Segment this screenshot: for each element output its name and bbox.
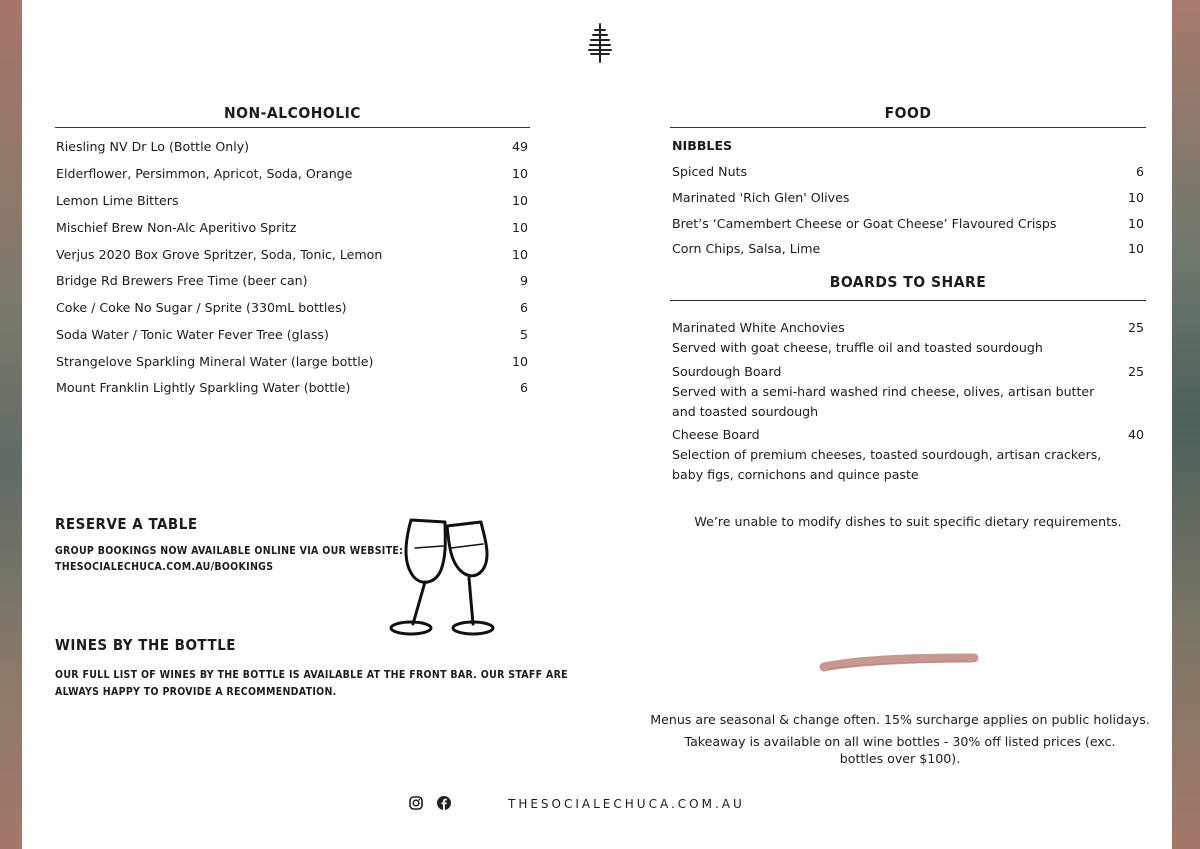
board-description: Selection of premium cheeses, toasted sourdough, artisan crackers, baby figs, cornichons and quince paste xyxy=(672,447,1102,482)
left-decorative-edge xyxy=(0,0,22,849)
menu-item-price: 10 xyxy=(511,166,528,181)
nibbles-item-price: 6 xyxy=(1135,164,1144,179)
boards-heading: BOARDS TO SHARE xyxy=(829,273,987,291)
seasonal-note: Menus are seasonal & change often. 15% surcharge applies on public holidays. xyxy=(650,712,1150,727)
food-heading: FOOD xyxy=(884,104,932,122)
dietary-note: We’re unable to modify dishes to suit specific dietary requirements. xyxy=(694,514,1122,529)
non-alcoholic-divider xyxy=(55,127,530,128)
nibbles-item-row xyxy=(672,241,1144,256)
menu-item-price: 10 xyxy=(511,354,528,369)
footer-website-link[interactable]: THESOCIALECHUCA.COM.AU xyxy=(508,797,745,811)
menu-item-name: Elderflower, Persimmon, Apricot, Soda, Orange xyxy=(56,166,353,181)
menu-item-name: Mischief Brew Non-Alc Aperitivo Spritz xyxy=(56,220,297,235)
menu-item-price: 9 xyxy=(519,273,528,288)
menu-item-name: Verjus 2020 Box Grove Spritzer, Soda, Tonic, Lemon xyxy=(56,247,383,262)
board-price: 40 xyxy=(1127,427,1144,442)
menu-item-row xyxy=(56,193,528,208)
nibbles-subheading: NIBBLES xyxy=(672,138,733,153)
food-divider xyxy=(670,127,1146,128)
menu-item-price: 49 xyxy=(511,139,528,154)
menu-item-name: Strangelove Sparkling Mineral Water (large bottle) xyxy=(56,354,374,369)
board-price: 25 xyxy=(1127,364,1144,379)
board-description: Served with a semi-hard washed rind cheese, olives, artisan butter and toasted sourdough xyxy=(672,384,1095,419)
menu-item-name: Mount Franklin Lightly Sparkling Water (bottle) xyxy=(56,380,351,395)
menu-item-price: 10 xyxy=(511,193,528,208)
pine-tree-logo-icon xyxy=(585,22,615,64)
boards-divider xyxy=(670,300,1146,301)
instagram-icon[interactable] xyxy=(409,796,423,810)
nibbles-item-price: 10 xyxy=(1127,190,1144,205)
nibbles-item-row xyxy=(672,216,1144,231)
menu-item-name: Coke / Coke No Sugar / Sprite (330mL bottles) xyxy=(56,300,347,315)
board-price: 25 xyxy=(1127,320,1144,335)
board-name: Cheese Board xyxy=(672,427,760,442)
wine-glasses-icon xyxy=(385,512,495,642)
menu-item-name: Bridge Rd Brewers Free Time (beer can) xyxy=(56,273,308,288)
reserve-bookings-link[interactable]: THESOCIALECHUCA.COM.AU/BOOKINGS xyxy=(55,561,274,573)
menu-item-row xyxy=(56,273,528,288)
wines-line-1: OUR FULL LIST OF WINES BY THE BOTTLE IS AVAILABLE AT THE FRONT BAR. OUR STAFF ARE xyxy=(55,669,568,681)
menu-item-row xyxy=(56,166,528,181)
nibbles-item-row xyxy=(672,164,1144,179)
wines-heading: WINES BY THE BOTTLE xyxy=(55,636,237,654)
nibbles-item-price: 10 xyxy=(1127,241,1144,256)
menu-item-price: 6 xyxy=(519,300,528,315)
menu-item-price: 10 xyxy=(511,247,528,262)
takeaway-note-line-1: Takeaway is available on all wine bottles - 30% off listed prices (exc. xyxy=(684,734,1116,749)
board-description: Served with goat cheese, truffle oil and toasted sourdough xyxy=(672,340,1043,355)
board-name: Sourdough Board xyxy=(672,364,782,379)
nibbles-item-price: 10 xyxy=(1127,216,1144,231)
menu-item-price: 5 xyxy=(519,327,528,342)
nibbles-item-name: Spiced Nuts xyxy=(672,164,748,179)
wines-line-2: ALWAYS HAPPY TO PROVIDE A RECOMMENDATION. xyxy=(55,686,337,698)
menu-item-row xyxy=(56,220,528,235)
reserve-heading: RESERVE A TABLE xyxy=(55,515,198,533)
reserve-line-1: GROUP BOOKINGS NOW AVAILABLE ONLINE VIA OUR WEBSITE: xyxy=(55,545,404,557)
menu-item-row xyxy=(56,327,528,342)
nibbles-item-name: Corn Chips, Salsa, Lime xyxy=(672,241,821,256)
menu-item-row xyxy=(56,139,528,154)
menu-item-row xyxy=(56,354,528,369)
menu-item-row xyxy=(56,300,528,315)
board-name: Marinated White Anchovies xyxy=(672,320,845,335)
nibbles-item-name: Bret’s ‘Camembert Cheese or Goat Cheese’ Flavoured Crisps xyxy=(672,216,1057,231)
brush-stroke-decoration xyxy=(818,650,980,674)
menu-item-price: 10 xyxy=(511,220,528,235)
menu-item-name: Soda Water / Tonic Water Fever Tree (glass) xyxy=(56,327,329,342)
nibbles-item-name: Marinated 'Rich Glen' Olives xyxy=(672,190,850,205)
takeaway-note-line-2: bottles over $100). xyxy=(839,751,961,766)
menu-item-price: 6 xyxy=(519,380,528,395)
facebook-icon[interactable] xyxy=(437,796,451,810)
nibbles-item-row xyxy=(672,190,1144,205)
menu-item-name: Riesling NV Dr Lo (Bottle Only) xyxy=(56,139,250,154)
menu-item-row xyxy=(56,380,528,395)
menu-item-row xyxy=(56,247,528,262)
menu-item-name: Lemon Lime Bitters xyxy=(56,193,179,208)
non-alcoholic-heading: NON-ALCOHOLIC xyxy=(223,104,362,122)
right-decorative-edge xyxy=(1172,0,1200,849)
